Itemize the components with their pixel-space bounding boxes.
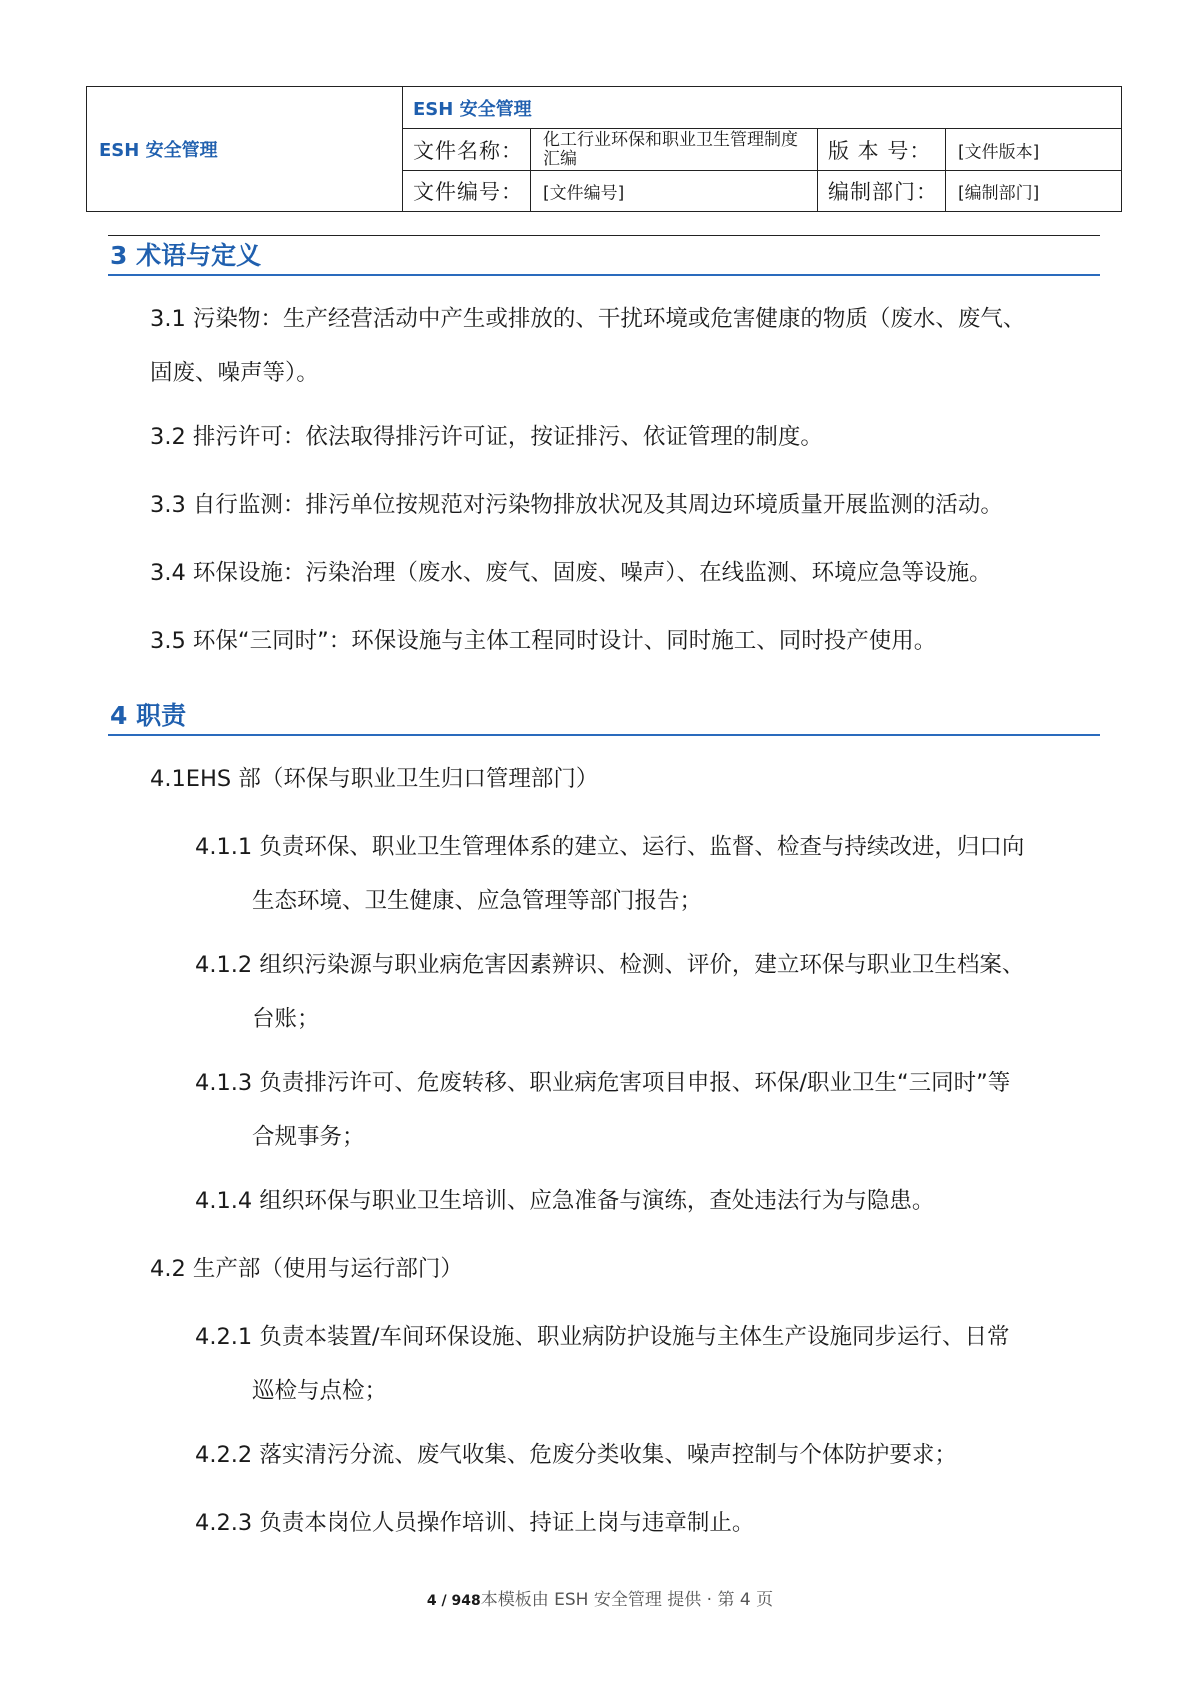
responsibility-4-1: 4.1EHS 部（环保与职业卫生归口管理部门） [150,766,599,792]
file-name-label-cell [403,129,531,170]
version-value-cell [946,129,1121,170]
item-4-1-4: 4.1.4 组织环保与职业卫生培训、应急准备与演练，查处违法行为与隐患。 [195,1188,935,1214]
header-row-file-name [403,129,1121,171]
header-top-title: ESH 安全管理 [413,98,532,120]
header-row-file-no [403,171,1121,211]
file-name-label: 文件名称： [413,138,523,163]
definition-3-1-line1: 3.1 污染物：生产经营活动中产生或排放的、干扰环境或危害健康的物质（废水、废气、 [150,306,1026,332]
document-header-table [86,86,1122,212]
definition-3-5: 3.5 环保“三同时”：环保设施与主体工程同时设计、同时施工、同时投产使用。 [150,628,937,654]
item-4-2-3: 4.2.3 负责本岗位人员操作培训、持证上岗与违章制止。 [195,1510,755,1536]
item-4-1-1-line1: 4.1.1 负责环保、职业卫生管理体系的建立、运行、监督、检查与持续改进，归口向 [195,834,1025,860]
file-name-value: 化工行业环保和职业卫生管理制度汇编 [543,130,798,169]
responsibility-4-2: 4.2 生产部（使用与运行部门） [150,1256,463,1282]
version-label-cell [818,129,946,170]
item-4-1-2-line1: 4.1.2 组织污染源与职业病危害因素辨识、检测、评价，建立环保与职业卫生档案、 [195,952,1025,978]
dept-label-cell [818,171,946,211]
header-title-row [403,87,1121,129]
version-label: 版 本 号： [828,138,932,163]
dept-label: 编制部门： [828,180,938,204]
definition-3-2: 3.2 排污许可：依法取得排污许可证，按证排污、依证管理的制度。 [150,424,823,450]
header-left-cell [87,87,403,211]
section-3-heading [108,238,1100,276]
page-footer [0,1585,1200,1610]
item-4-1-2-line2: 台账； [252,1006,320,1032]
footer-text: 本模板由 ESH 安全管理 提供 · 第 4 页 [480,1590,774,1610]
item-4-1-3-line1: 4.1.3 负责排污许可、危废转移、职业病危害项目申报、环保/职业卫生“三同时”等 [195,1070,1011,1096]
file-no-label: 文件编号： [413,180,523,204]
file-no-label-cell [403,171,531,211]
dept-value-cell [946,171,1121,211]
definition-3-4: 3.4 环保设施：污染治理（废水、废气、固废、噪声）、在线监测、环境应急等设施。 [150,560,992,586]
page-number: 4 / 948 [426,1593,481,1609]
version-value: [文件版本] [958,142,1040,162]
item-4-2-2: 4.2.2 落实清污分流、废气收集、危废分类收集、噪声控制与个体防护要求； [195,1442,957,1468]
file-name-value-cell [531,129,818,170]
definition-3-3: 3.3 自行监测：排污单位按规范对污染物排放状况及其周边环境质量开展监测的活动。 [150,492,1003,518]
item-4-2-1-line1: 4.2.1 负责本装置/车间环保设施、职业病防护设施与主体生产设施同步运行、日常 [195,1324,1010,1350]
item-4-1-1-line2: 生态环境、卫生健康、应急管理等部门报告； [252,888,703,914]
dept-value: [编制部门] [958,183,1040,204]
header-right-block [403,87,1121,211]
section-3-title: 3 术语与定义 [110,241,262,270]
file-no-value-cell [531,171,818,211]
file-no-value: [文件编号] [543,183,625,204]
section-4-heading [108,698,1100,736]
section-4-title: 4 职责 [110,701,187,730]
header-left-title: ESH 安全管理 [99,140,218,161]
definition-3-1-line2: 固废、噪声等）。 [150,360,319,386]
item-4-2-1-line2: 巡检与点检； [252,1378,388,1404]
item-4-1-3-line2: 合规事务； [252,1124,365,1150]
